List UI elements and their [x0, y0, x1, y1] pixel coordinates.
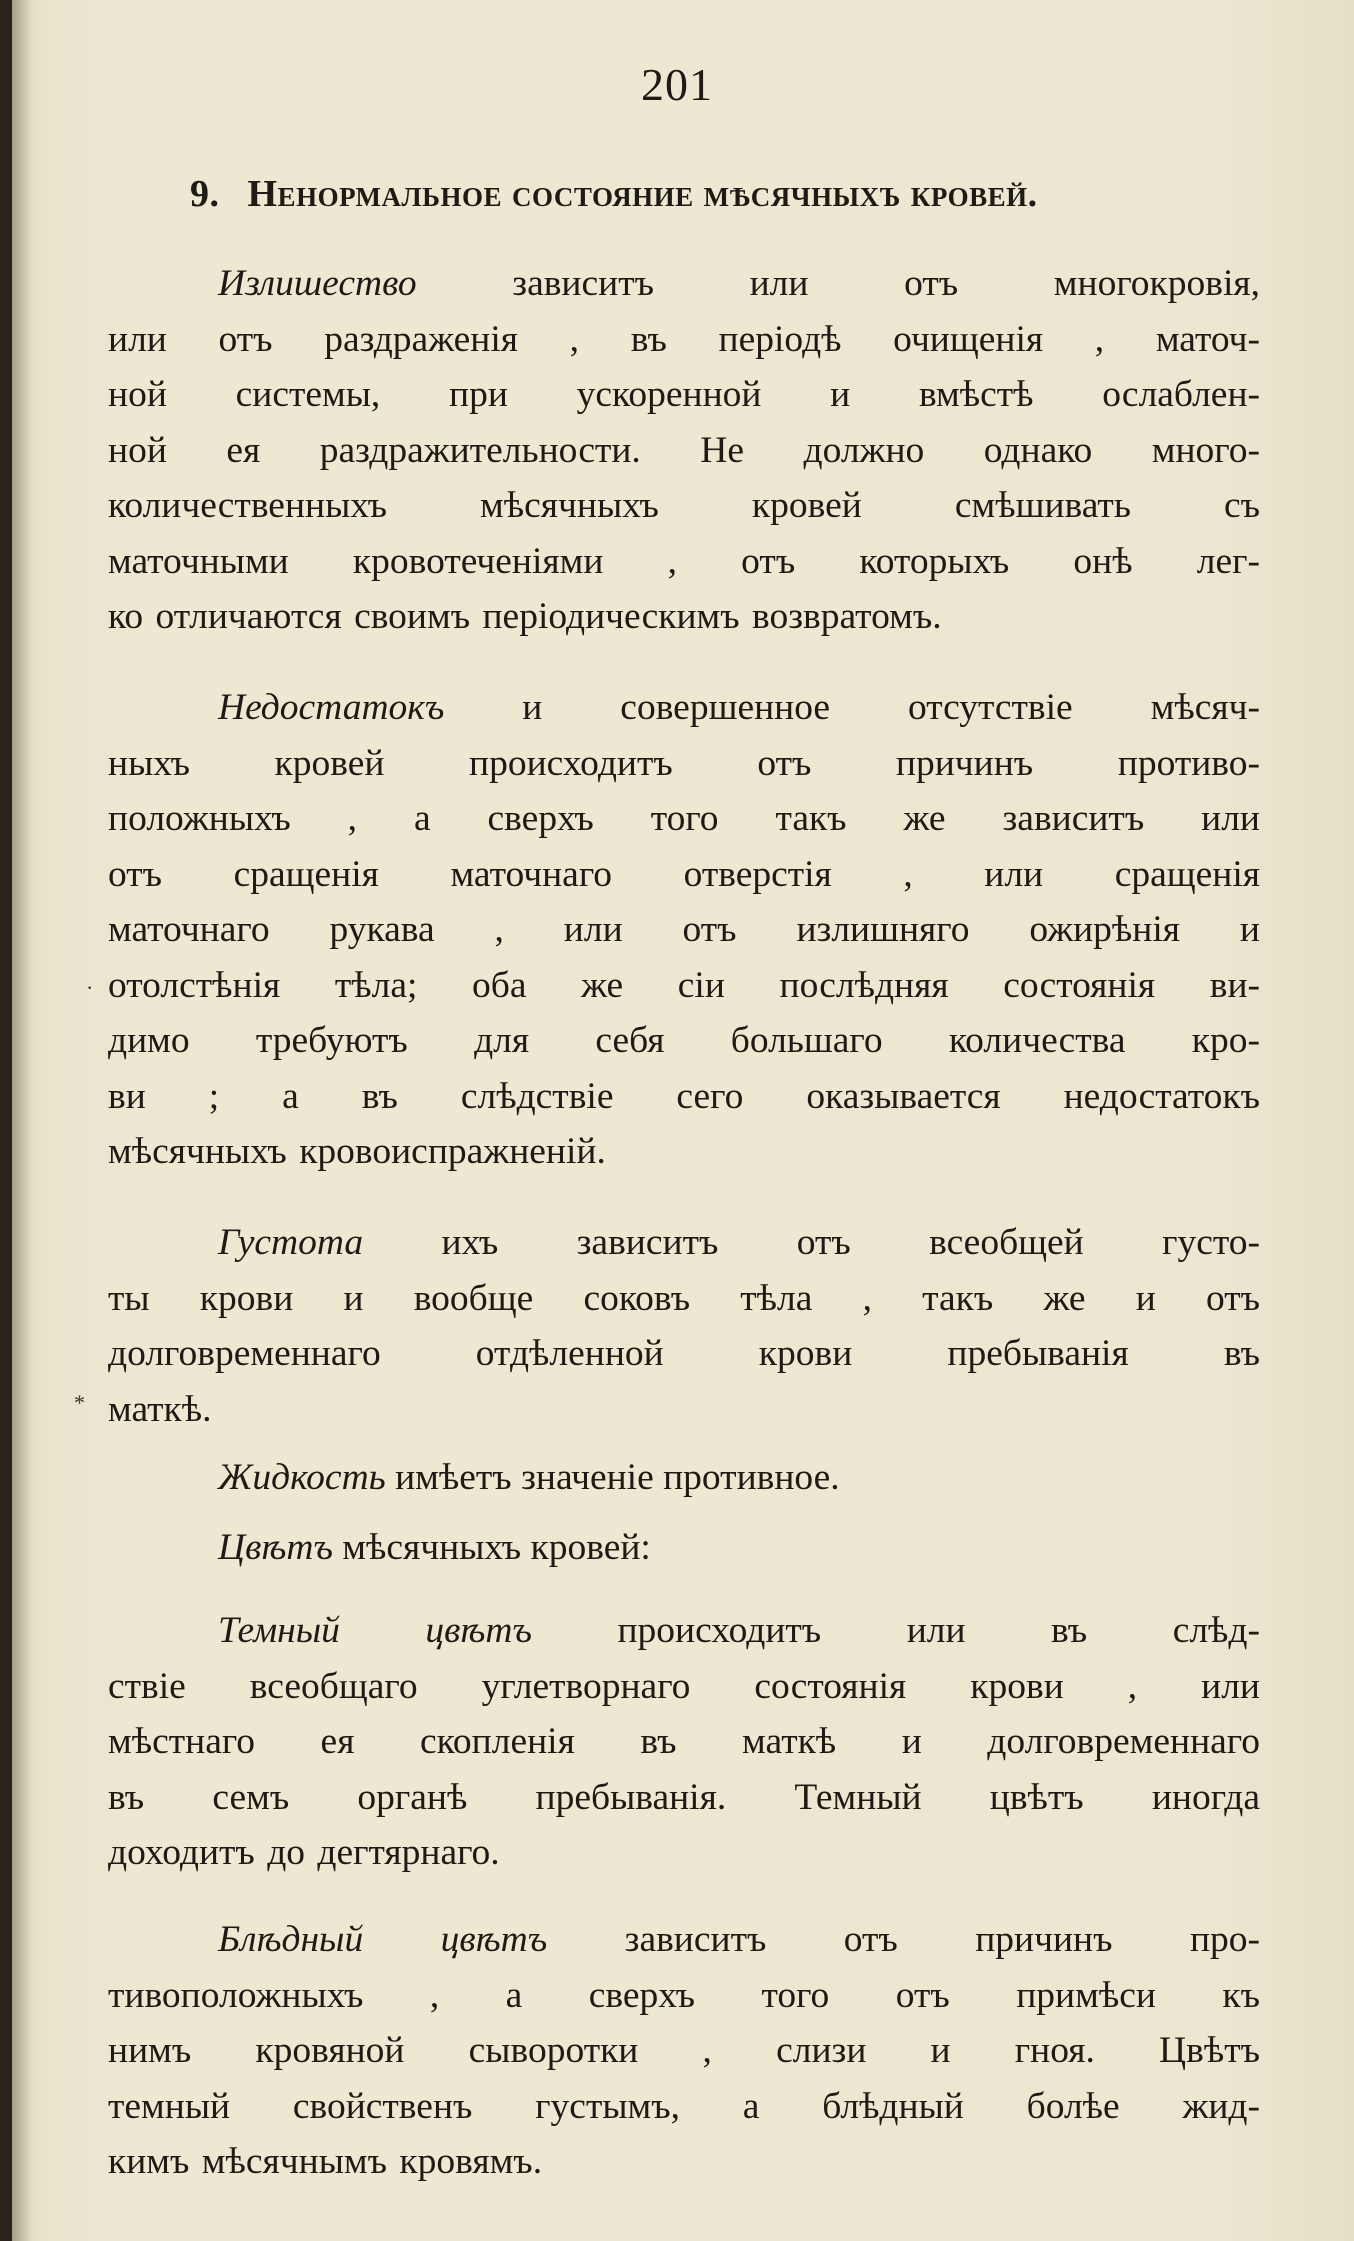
term-pale-color: Блѣдный цвѣтъ — [218, 1919, 548, 1960]
text-line: маткѣ. — [108, 1388, 212, 1430]
text-line: маточными кровотеченіями , отъ которыхъ онѣ лег- — [108, 540, 1260, 582]
section-title: Ненормальное состояние мѣсячныхъ кровей. — [247, 173, 1038, 215]
text-line: въ семъ органѣ пребыванія. Темный цвѣтъ иногда — [108, 1776, 1260, 1818]
text-line: Недостатокъ и совершенное отсутствіе мѣсяч- — [218, 687, 1260, 728]
text-line: ныхъ кровей происходитъ отъ причинъ противо- — [108, 742, 1260, 784]
paragraph-fluidity: Жидкость имѣетъ значеніе противное. — [218, 1457, 840, 1498]
text-line: ко отличаются своимъ періодическимъ возвратомъ. — [108, 596, 942, 637]
text-line: доходитъ до дегтярнаго. — [108, 1832, 500, 1873]
text-line: долговременнаго отдѣленной крови пребыванія въ — [108, 1333, 1260, 1374]
text-line: тивоположныхъ , а сверхъ того отъ примѣси къ — [108, 1974, 1260, 2016]
text-line: ви ; а въ слѣдствіе сего оказывается недостатокъ — [108, 1075, 1260, 1117]
term-density: Густота — [218, 1222, 364, 1263]
text-line: отъ сращенія маточнаго отверстія , или сращенія — [108, 853, 1260, 895]
paragraph-dark-color — [108, 1603, 1260, 1881]
paragraph-pale-color — [108, 1912, 1260, 2190]
text-line: отолстѣнія тѣла; оба же сіи послѣдняя состоянія ви- — [108, 964, 1260, 1006]
text-line: димо требуютъ для себя большаго количества кро- — [108, 1020, 1260, 1061]
text-line: ной системы, при ускоренной и вмѣстѣ ослаблен- — [108, 374, 1260, 415]
text-line: Блѣдный цвѣтъ зависитъ отъ причинъ про- — [218, 1919, 1260, 1960]
text-line: ты крови и вообще соковъ тѣла , такъ же и отъ — [108, 1277, 1260, 1319]
text-line: положныхъ , а сверхъ того такъ же зависитъ или — [108, 798, 1260, 839]
text-line: нимъ кровяной сыворотки , слизи и гноя. Цвѣтъ — [108, 2030, 1260, 2071]
term-color: Цвѣтъ — [218, 1527, 333, 1568]
text-line: Темный цвѣтъ происходитъ или въ слѣд- — [218, 1610, 1260, 1651]
paragraph-color: Цвѣтъ мѣсячныхъ кровей: — [218, 1527, 651, 1568]
term-excess: Излишество — [218, 263, 417, 304]
text-line: количественныхъ мѣсячныхъ кровей смѣшивать съ — [108, 485, 1260, 526]
text-line: темный свойственъ густымъ, а блѣдный болѣе жид- — [108, 2085, 1260, 2127]
page-number: 201 — [641, 59, 713, 110]
text-line: кимъ мѣсячнымъ кровямъ. — [108, 2141, 543, 2182]
text-line: Излишество зависитъ или отъ многокровія, — [218, 263, 1260, 304]
text-line: ствіе всеобщаго углетворнаго состоянія крови , или — [108, 1665, 1260, 1707]
text-line: или отъ раздраженія , въ періодѣ очищенія , маточ- — [108, 318, 1260, 360]
margin-dot: * — [74, 1390, 85, 1415]
text-line: Густота ихъ зависитъ отъ всеобщей густо- — [218, 1222, 1260, 1263]
term-deficiency: Недостатокъ — [218, 687, 445, 728]
text-line: мѣсячныхъ кровоиспражненій. — [108, 1131, 606, 1172]
margin-dot: · — [86, 975, 94, 1000]
paragraph-density — [108, 1215, 1260, 1437]
book-binding-edge — [0, 0, 12, 2241]
text-line: мѣстнаго ея скопленія въ маткѣ и долговременнаго — [108, 1721, 1260, 1762]
text-line: маточнаго рукава , или отъ излишняго ожирѣнія и — [108, 909, 1260, 950]
term-fluidity: Жидкость — [218, 1457, 386, 1498]
paragraph-deficiency — [108, 680, 1260, 1180]
binding-shadow — [12, 0, 32, 2241]
text-line: ной ея раздражительности. Не должно однако много- — [108, 429, 1260, 471]
section-heading — [190, 172, 1250, 216]
section-number: 9. — [190, 173, 220, 215]
term-dark-color: Темный цвѣтъ — [218, 1610, 532, 1651]
paragraph-excess — [108, 256, 1260, 645]
